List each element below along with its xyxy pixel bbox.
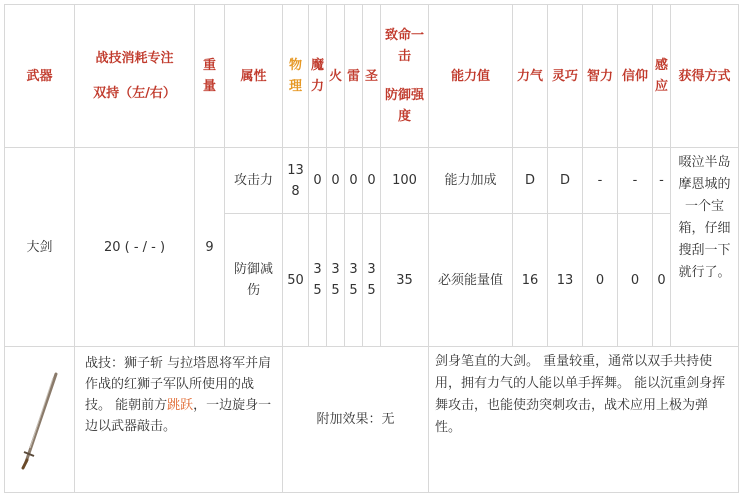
header-crit-line1: 致命一击 — [384, 28, 424, 64]
weight-value: 9 — [195, 148, 225, 347]
defense-fai: 0 — [618, 214, 653, 347]
attack-dex: D — [548, 148, 583, 214]
skill-cost-value: 20 ( - / - ) — [75, 148, 195, 347]
attack-magic: 0 — [309, 148, 327, 214]
header-magic: 魔力 — [309, 5, 327, 148]
defense-holy: 35 — [363, 214, 381, 347]
header-weapon: 武器 — [5, 5, 75, 148]
weapon-table — [4, 4, 739, 493]
obtain-method: 啜泣半岛摩恩城的一个宝箱，仔细搜刮一下就行了。 — [671, 148, 739, 347]
attack-fire: 0 — [327, 148, 345, 214]
header-dex: 灵巧 — [548, 5, 583, 148]
header-fire: 火 — [327, 5, 345, 148]
defense-lightning: 35 — [345, 214, 363, 347]
defense-label: 防御减伤 — [225, 214, 283, 347]
header-phys: 物理 — [283, 5, 309, 148]
header-skill-cost-line2: 双持（左/右） — [93, 86, 176, 101]
defense-phys: 50 — [283, 214, 309, 347]
attack-arc: - — [653, 148, 671, 214]
attack-lightning: 0 — [345, 148, 363, 214]
defense-int: 0 — [583, 214, 618, 347]
header-arc: 感应 — [653, 5, 671, 148]
defense-fire: 35 — [327, 214, 345, 347]
weapon-description: 剑身笔直的大剑。 重量较重，通常以双手共持使用，拥有力气的人能以单手挥舞。 能以沉重剑身挥舞攻击，也能使劲突刺攻击，战术应用上极为弹性。 — [429, 347, 739, 493]
attack-int: - — [583, 148, 618, 214]
header-weight: 重量 — [195, 5, 225, 148]
detail-row — [5, 347, 739, 493]
header-crit-line2: 防御强度 — [384, 88, 424, 124]
greatsword-icon — [20, 370, 60, 470]
defense-dex: 13 — [548, 214, 583, 347]
extra-effect: 附加效果：无 — [283, 347, 429, 493]
header-obtain: 获得方式 — [671, 5, 739, 148]
defense-guard: 35 — [381, 214, 429, 347]
header-skill-cost — [75, 5, 195, 148]
header-attribute: 属性 — [225, 5, 283, 148]
header-skill-cost-line1: 战技消耗专注 — [95, 51, 174, 66]
skill-text-pre: 战技：狮子斩 与拉塔恩将军并肩作战的红狮子军队所使用的战技。 能朝前方 — [85, 356, 272, 413]
header-holy: 圣 — [363, 5, 381, 148]
skill-text-highlight: 跳跃 — [167, 398, 194, 413]
header-lightning: 雷 — [345, 5, 363, 148]
header-row — [5, 5, 739, 148]
defense-ability: 必须能量值 — [429, 214, 513, 347]
header-ability: 能力值 — [429, 5, 513, 148]
defense-arc: 0 — [653, 214, 671, 347]
attack-row — [5, 148, 739, 214]
header-fai: 信仰 — [618, 5, 653, 148]
attack-holy: 0 — [363, 148, 381, 214]
attack-phys: 138 — [283, 148, 309, 214]
header-int: 智力 — [583, 5, 618, 148]
defense-magic: 35 — [309, 214, 327, 347]
skill-description — [75, 347, 283, 493]
defense-str: 16 — [513, 214, 548, 347]
attack-str: D — [513, 148, 548, 214]
weapon-name: 大剑 — [5, 148, 75, 347]
skill-text-post: ，一边旋身一边以武器敲击。 — [85, 398, 272, 434]
attack-fai: - — [618, 148, 653, 214]
weapon-image-cell — [5, 347, 75, 493]
attack-label: 攻击力 — [225, 148, 283, 214]
header-crit — [381, 5, 429, 148]
attack-ability: 能力加成 — [429, 148, 513, 214]
weapon-table-container — [4, 4, 738, 492]
header-str: 力气 — [513, 5, 548, 148]
attack-crit: 100 — [381, 148, 429, 214]
